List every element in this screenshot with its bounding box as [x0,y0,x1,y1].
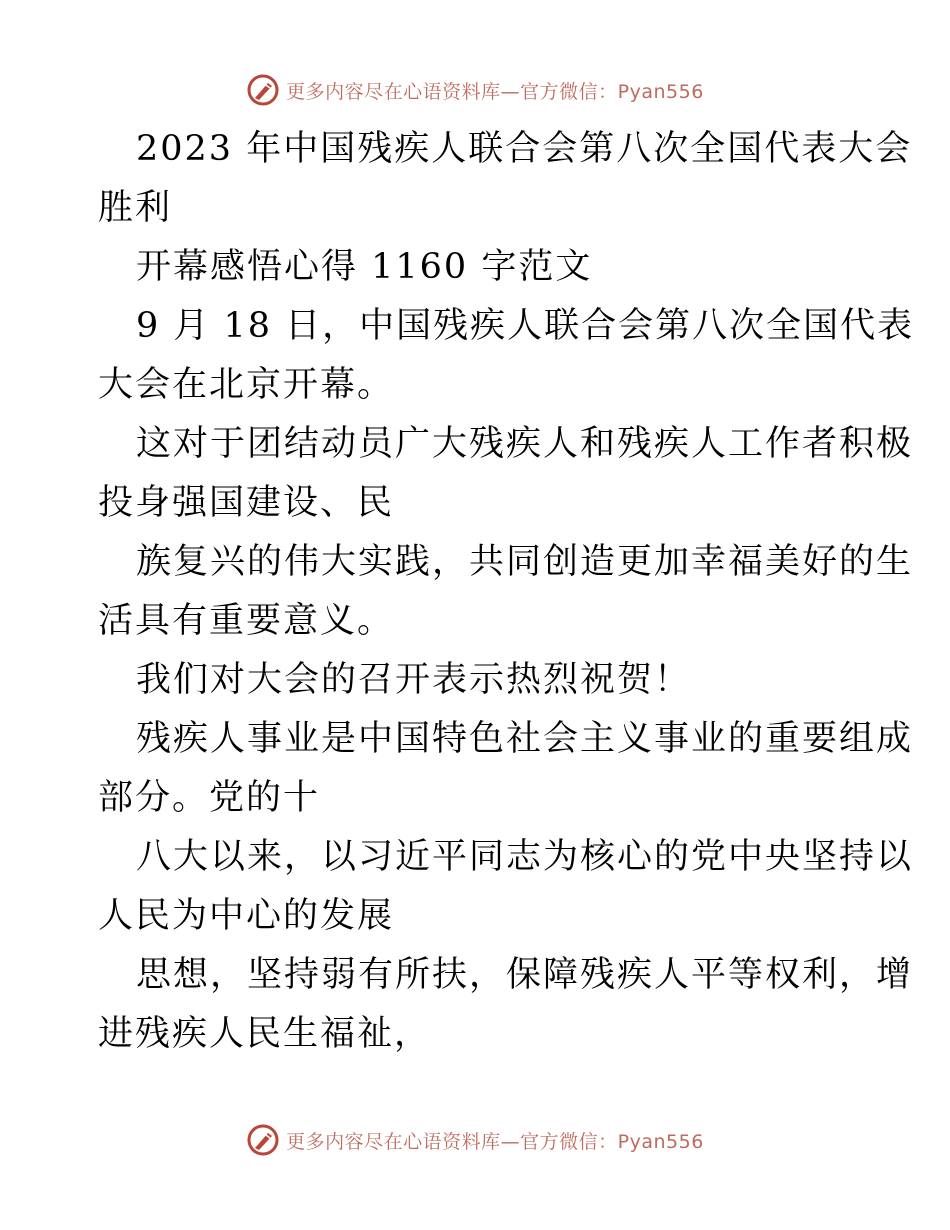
document-line: 族复兴的伟大实践，共同创造更加幸福美好的生 [136,542,914,582]
document-line: 活具有重要意义。 [98,601,395,641]
document-line: 残疾人事业是中国特色社会主义事业的重要组成 [136,719,914,759]
document-line: 八大以来，以习近平同志为核心的党中央坚持以 [136,837,914,877]
header-banner [0,70,950,110]
document-line: 大会在北京开幕。 [98,365,395,405]
document-line: 我们对大会的召开表示热烈祝贺！ [136,660,692,700]
document-line: 这对于团结动员广大残疾人和残疾人工作者积极 [136,424,914,464]
document-line: 思想，坚持弱有所扶，保障残疾人平等权利，增 [136,955,914,995]
document-line: 9 月 18 日，中国残疾人联合会第八次全国代表 [136,306,915,346]
pen-seal-icon [246,73,280,107]
footer-banner-text: 更多内容尽在心语资料库—官方微信：Pyan556 [286,1130,704,1153]
document-line: 进残疾人民生福祉， [98,1014,432,1054]
document-line: 2023 年中国残疾人联合会第八次全国代表大会 [136,129,913,169]
document-line: 胜利 [98,188,173,228]
document-body [98,120,915,1064]
document-line: 开幕感悟心得 1160 字范文 [136,247,593,287]
footer-banner [0,1120,950,1160]
pen-seal-icon [246,1123,280,1157]
document-line: 投身强国建设、民 [98,483,395,523]
document-line: 人民为中心的发展 [98,896,395,936]
document-line: 部分。党的十 [98,778,321,818]
header-banner-text: 更多内容尽在心语资料库—官方微信：Pyan556 [286,80,704,103]
